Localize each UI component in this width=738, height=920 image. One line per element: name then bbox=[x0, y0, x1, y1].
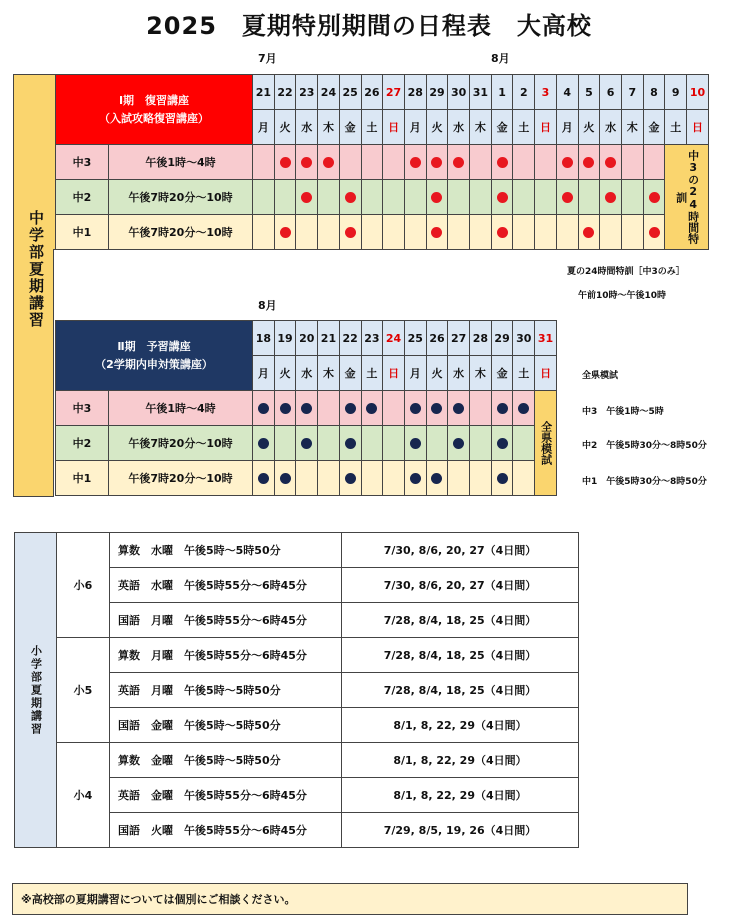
p2-session-dot bbox=[410, 438, 421, 449]
es-grade: 小4 bbox=[57, 743, 110, 848]
p1-date-8: 8 bbox=[643, 75, 665, 110]
p2-weekday-22: 金 bbox=[339, 356, 361, 391]
p2-weekday-18: 月 bbox=[253, 356, 275, 391]
p2-weekday-20: 水 bbox=[296, 356, 318, 391]
p2-cell bbox=[404, 426, 426, 461]
p2-cell bbox=[470, 426, 492, 461]
p2-cell bbox=[318, 426, 340, 461]
p1-cell bbox=[253, 180, 275, 215]
es-subject: 算数 水曜 午後5時～5時50分 bbox=[110, 533, 342, 568]
p1-session-dot bbox=[301, 157, 312, 168]
p2-class-row bbox=[56, 391, 557, 426]
p2-cell bbox=[491, 426, 513, 461]
p1-session-dot bbox=[583, 227, 594, 238]
p1-date-23: 23 bbox=[296, 75, 318, 110]
p1-session-dot bbox=[345, 192, 356, 203]
p2-session-dot bbox=[497, 403, 508, 414]
p2-date-31: 31 bbox=[535, 321, 557, 356]
p2-cell bbox=[448, 426, 470, 461]
p1-weekday-9: 土 bbox=[665, 110, 687, 145]
p2-cell bbox=[318, 461, 340, 496]
p1-session-dot bbox=[301, 192, 312, 203]
p1-session-dot bbox=[410, 157, 421, 168]
special-training-label: 中3の24時間特訓 bbox=[674, 150, 700, 244]
es-side-text bbox=[28, 645, 44, 736]
p2-date-26: 26 bbox=[426, 321, 448, 356]
p1-cell bbox=[535, 180, 557, 215]
p1-cell bbox=[404, 180, 426, 215]
p1-cell bbox=[600, 215, 622, 250]
p1-cell bbox=[274, 180, 296, 215]
es-row bbox=[15, 533, 579, 568]
p2-session-dot bbox=[301, 438, 312, 449]
p2-cell bbox=[361, 391, 383, 426]
p1-cell bbox=[318, 180, 340, 215]
p1-cell bbox=[578, 145, 600, 180]
p1-session-dot bbox=[605, 192, 616, 203]
p1-cell bbox=[491, 180, 513, 215]
p1-date-7: 7 bbox=[621, 75, 643, 110]
p1-cell bbox=[470, 180, 492, 215]
p2-cell bbox=[274, 461, 296, 496]
p1-grade: 中3 bbox=[56, 145, 109, 180]
p1-cell bbox=[296, 215, 318, 250]
p1-date-21: 21 bbox=[253, 75, 275, 110]
p1-date-1: 1 bbox=[491, 75, 513, 110]
ms-side-label-2: 夏期講習 bbox=[27, 261, 45, 329]
p2-date-27: 27 bbox=[448, 321, 470, 356]
es-dates: 8/1, 8, 22, 29（4日間） bbox=[342, 743, 579, 778]
p2-class-row bbox=[56, 426, 557, 461]
p1-date-2: 2 bbox=[513, 75, 535, 110]
p2-weekday-27: 水 bbox=[448, 356, 470, 391]
es-subject: 国語 月曜 午後5時55分～6時45分 bbox=[110, 603, 342, 638]
p1-weekday-5: 火 bbox=[578, 110, 600, 145]
p1-cell bbox=[274, 145, 296, 180]
p1-session-dot bbox=[605, 157, 616, 168]
p1-session-dot bbox=[453, 157, 464, 168]
es-dates: 8/1, 8, 22, 29（4日間） bbox=[342, 708, 579, 743]
p1-cell bbox=[643, 215, 665, 250]
month-label-august: 8月 bbox=[491, 52, 510, 65]
p2-session-dot bbox=[366, 403, 377, 414]
p1-session-dot bbox=[345, 227, 356, 238]
p2-cell bbox=[339, 391, 361, 426]
p1-cell bbox=[426, 215, 448, 250]
es-dates: 7/29, 8/5, 19, 26（4日間） bbox=[342, 813, 579, 848]
p1-header-line2: （入試攻略復習講座） bbox=[99, 111, 209, 125]
p1-cell bbox=[643, 180, 665, 215]
p1-cell bbox=[383, 215, 405, 250]
p1-cell bbox=[361, 180, 383, 215]
p1-weekday-24: 木 bbox=[318, 110, 340, 145]
p2-cell bbox=[296, 461, 318, 496]
p1-session-dot bbox=[583, 157, 594, 168]
p2-header bbox=[56, 321, 253, 391]
p2-grade: 中3 bbox=[56, 391, 109, 426]
p1-cell bbox=[600, 180, 622, 215]
p2-cell bbox=[253, 391, 275, 426]
p1-weekday-4: 月 bbox=[556, 110, 578, 145]
es-row bbox=[15, 743, 579, 778]
p1-session-dot bbox=[497, 227, 508, 238]
es-subject: 英語 金曜 午後5時55分～6時45分 bbox=[110, 778, 342, 813]
p1-weekday-30: 水 bbox=[448, 110, 470, 145]
p1-cell bbox=[274, 215, 296, 250]
p2-cell bbox=[296, 426, 318, 461]
p2-session-dot bbox=[345, 403, 356, 414]
p2-cell bbox=[383, 461, 405, 496]
p1-cell bbox=[491, 145, 513, 180]
p2-cell bbox=[404, 461, 426, 496]
es-dates: 7/30, 8/6, 20, 27（4日間） bbox=[342, 533, 579, 568]
es-subject: 国語 火曜 午後5時55分～6時45分 bbox=[110, 813, 342, 848]
p2-date-20: 20 bbox=[296, 321, 318, 356]
p1-date-29: 29 bbox=[426, 75, 448, 110]
p1-session-dot bbox=[431, 227, 442, 238]
p1-cell bbox=[470, 145, 492, 180]
p1-date-3: 3 bbox=[535, 75, 557, 110]
p2-date-24: 24 bbox=[383, 321, 405, 356]
p1-session-dot bbox=[497, 157, 508, 168]
mock-info-ms1: 中1 午後5時30分～8時50分 bbox=[582, 477, 707, 487]
p1-cell bbox=[383, 145, 405, 180]
p1-cell bbox=[535, 145, 557, 180]
es-subject: 英語 月曜 午後5時～5時50分 bbox=[110, 673, 342, 708]
p1-session-dot bbox=[280, 227, 291, 238]
p2-session-dot bbox=[258, 438, 269, 449]
p1-cell bbox=[296, 180, 318, 215]
p2-session-dot bbox=[280, 403, 291, 414]
p2-cell bbox=[318, 391, 340, 426]
p1-class-row bbox=[14, 180, 709, 215]
p2-cell bbox=[339, 426, 361, 461]
p2-cell bbox=[404, 391, 426, 426]
es-dates: 7/28, 8/4, 18, 25（4日間） bbox=[342, 603, 579, 638]
p2-cell bbox=[470, 391, 492, 426]
p1-class-row bbox=[14, 145, 709, 180]
p1-cell bbox=[253, 215, 275, 250]
p1-grade: 中1 bbox=[56, 215, 109, 250]
p1-weekday-10: 日 bbox=[687, 110, 709, 145]
p2-header-line1: Ⅱ期 予習講座 bbox=[117, 339, 191, 353]
p2-cell bbox=[491, 391, 513, 426]
p1-date-27: 27 bbox=[383, 75, 405, 110]
p2-weekday-28: 木 bbox=[470, 356, 492, 391]
p2-cell bbox=[448, 391, 470, 426]
p1-session-dot bbox=[497, 192, 508, 203]
p2-date-19: 19 bbox=[274, 321, 296, 356]
p1-session-dot bbox=[562, 157, 573, 168]
p1-date-22: 22 bbox=[274, 75, 296, 110]
special-training-time: 午前10時～午後10時 bbox=[578, 291, 667, 301]
p1-cell bbox=[339, 215, 361, 250]
p1-date-24: 24 bbox=[318, 75, 340, 110]
es-dates: 7/30, 8/6, 20, 27（4日間） bbox=[342, 568, 579, 603]
p1-cell bbox=[556, 180, 578, 215]
p1-cell bbox=[383, 180, 405, 215]
p2-weekday-29: 金 bbox=[491, 356, 513, 391]
special-training-cell bbox=[665, 145, 709, 250]
p2-date-23: 23 bbox=[361, 321, 383, 356]
p2-date-30: 30 bbox=[513, 321, 535, 356]
p2-cell bbox=[491, 461, 513, 496]
p2-time: 午後7時20分～10時 bbox=[109, 461, 253, 496]
elementary-schedule-table bbox=[14, 532, 579, 848]
p1-weekday-3: 日 bbox=[535, 110, 557, 145]
p1-cell bbox=[253, 145, 275, 180]
period1-schedule-table bbox=[13, 74, 709, 250]
p2-weekday-25: 月 bbox=[404, 356, 426, 391]
p2-grade: 中2 bbox=[56, 426, 109, 461]
p2-weekday-24: 日 bbox=[383, 356, 405, 391]
p2-session-dot bbox=[345, 438, 356, 449]
p1-date-31: 31 bbox=[470, 75, 492, 110]
p1-cell bbox=[448, 145, 470, 180]
p1-weekday-1: 金 bbox=[491, 110, 513, 145]
p2-cell bbox=[339, 461, 361, 496]
p2-grade: 中1 bbox=[56, 461, 109, 496]
p2-weekday-31: 日 bbox=[535, 356, 557, 391]
p2-cell bbox=[274, 391, 296, 426]
p1-header-line1: Ⅰ期 復習講座 bbox=[118, 93, 190, 107]
p2-day-row bbox=[56, 321, 557, 356]
p1-time: 午後1時～4時 bbox=[109, 145, 253, 180]
p2-session-dot bbox=[497, 438, 508, 449]
p1-time: 午後7時20分～10時 bbox=[109, 215, 253, 250]
p2-cell bbox=[296, 391, 318, 426]
p2-session-dot bbox=[431, 403, 442, 414]
p1-date-5: 5 bbox=[578, 75, 600, 110]
special-training-note: 夏の24時間特訓［中3のみ］ bbox=[567, 267, 685, 277]
p1-session-dot bbox=[562, 192, 573, 203]
month-label-august-2: 8月 bbox=[258, 299, 277, 312]
p1-grade: 中2 bbox=[56, 180, 109, 215]
p2-class-row bbox=[56, 461, 557, 496]
p1-cell bbox=[600, 145, 622, 180]
p1-cell bbox=[339, 180, 361, 215]
p1-weekday-28: 月 bbox=[404, 110, 426, 145]
p1-cell bbox=[556, 145, 578, 180]
p2-cell bbox=[470, 461, 492, 496]
p2-date-28: 28 bbox=[470, 321, 492, 356]
p1-weekday-2: 土 bbox=[513, 110, 535, 145]
p1-cell bbox=[361, 215, 383, 250]
p1-cell bbox=[404, 215, 426, 250]
p1-date-28: 28 bbox=[404, 75, 426, 110]
p1-cell bbox=[339, 145, 361, 180]
p2-date-18: 18 bbox=[253, 321, 275, 356]
es-dates: 7/28, 8/4, 18, 25（4日間） bbox=[342, 673, 579, 708]
p1-session-dot bbox=[649, 192, 660, 203]
p2-cell bbox=[426, 426, 448, 461]
p2-date-21: 21 bbox=[318, 321, 340, 356]
es-row bbox=[15, 638, 579, 673]
p1-cell bbox=[621, 180, 643, 215]
p1-session-dot bbox=[649, 227, 660, 238]
p1-time: 午後7時20分～10時 bbox=[109, 180, 253, 215]
p2-session-dot bbox=[453, 438, 464, 449]
es-side-label-2: 夏期講習 bbox=[29, 683, 43, 736]
p1-cell bbox=[621, 215, 643, 250]
p2-cell bbox=[426, 461, 448, 496]
p1-date-30: 30 bbox=[448, 75, 470, 110]
p1-cell bbox=[513, 145, 535, 180]
p2-weekday-19: 火 bbox=[274, 356, 296, 391]
p2-time: 午後7時20分～10時 bbox=[109, 426, 253, 461]
p2-weekday-26: 火 bbox=[426, 356, 448, 391]
p1-weekday-6: 水 bbox=[600, 110, 622, 145]
p2-cell bbox=[361, 461, 383, 496]
p1-session-dot bbox=[280, 157, 291, 168]
p2-session-dot bbox=[410, 403, 421, 414]
p1-session-dot bbox=[431, 192, 442, 203]
p1-header bbox=[56, 75, 253, 145]
p2-cell bbox=[383, 426, 405, 461]
p1-weekday-22: 火 bbox=[274, 110, 296, 145]
p2-cell bbox=[448, 461, 470, 496]
p1-cell bbox=[318, 215, 340, 250]
p1-session-dot bbox=[431, 157, 442, 168]
mock-info-ms2: 中2 午後5時30分～8時50分 bbox=[582, 441, 707, 451]
p1-date-26: 26 bbox=[361, 75, 383, 110]
p2-session-dot bbox=[497, 473, 508, 484]
p1-cell bbox=[556, 215, 578, 250]
es-subject: 算数 月曜 午後5時55分～6時45分 bbox=[110, 638, 342, 673]
p1-cell bbox=[361, 145, 383, 180]
p1-weekday-27: 日 bbox=[383, 110, 405, 145]
p2-cell bbox=[253, 461, 275, 496]
p2-weekday-21: 木 bbox=[318, 356, 340, 391]
p2-cell bbox=[513, 426, 535, 461]
p1-class-row bbox=[14, 215, 709, 250]
p1-cell bbox=[578, 180, 600, 215]
p2-cell bbox=[426, 391, 448, 426]
es-side-label-1: 小学部 bbox=[29, 644, 43, 684]
p1-weekday-31: 木 bbox=[470, 110, 492, 145]
p1-weekday-23: 水 bbox=[296, 110, 318, 145]
p1-session-dot bbox=[323, 157, 334, 168]
p1-cell bbox=[578, 215, 600, 250]
es-side-label bbox=[15, 533, 57, 848]
mock-info-title: 全県模試 bbox=[582, 371, 619, 381]
p1-cell bbox=[404, 145, 426, 180]
p2-header-line2: （2学期内申対策講座） bbox=[95, 357, 213, 371]
p1-day-row bbox=[14, 75, 709, 110]
p1-cell bbox=[318, 145, 340, 180]
es-grade: 小6 bbox=[57, 533, 110, 638]
p2-session-dot bbox=[453, 403, 464, 414]
p1-date-25: 25 bbox=[339, 75, 361, 110]
p2-weekday-23: 土 bbox=[361, 356, 383, 391]
p1-cell bbox=[491, 215, 513, 250]
p1-weekday-8: 金 bbox=[643, 110, 665, 145]
es-dates: 8/1, 8, 22, 29（4日間） bbox=[342, 778, 579, 813]
es-dates: 7/28, 8/4, 18, 25（4日間） bbox=[342, 638, 579, 673]
mock-exam-cell bbox=[535, 391, 557, 496]
p2-session-dot bbox=[518, 403, 529, 414]
p2-cell bbox=[513, 391, 535, 426]
es-grade: 小5 bbox=[57, 638, 110, 743]
p2-session-dot bbox=[410, 473, 421, 484]
es-subject: 英語 水曜 午後5時55分～6時45分 bbox=[110, 568, 342, 603]
mock-info-ms3: 中3 午後1時～5時 bbox=[582, 407, 664, 417]
p1-weekday-25: 金 bbox=[339, 110, 361, 145]
p2-cell bbox=[361, 426, 383, 461]
p1-cell bbox=[513, 215, 535, 250]
p1-date-4: 4 bbox=[556, 75, 578, 110]
p2-session-dot bbox=[280, 473, 291, 484]
p2-date-29: 29 bbox=[491, 321, 513, 356]
p1-weekday-21: 月 bbox=[253, 110, 275, 145]
p2-session-dot bbox=[301, 403, 312, 414]
month-label-july: 7月 bbox=[258, 52, 277, 65]
p2-cell bbox=[383, 391, 405, 426]
ms-side-label-1: 中学部 bbox=[27, 210, 45, 261]
ms-right-border bbox=[13, 249, 557, 321]
p1-cell bbox=[296, 145, 318, 180]
p1-cell bbox=[621, 145, 643, 180]
es-subject: 国語 金曜 午後5時～5時50分 bbox=[110, 708, 342, 743]
mock-exam-label: 全県模試 bbox=[539, 421, 553, 465]
p2-cell bbox=[513, 461, 535, 496]
p1-cell bbox=[426, 145, 448, 180]
footer-note: ※高校部の夏期講習については個別にご相談ください。 bbox=[12, 883, 688, 915]
p1-date-10: 10 bbox=[687, 75, 709, 110]
p1-cell bbox=[448, 215, 470, 250]
p2-date-22: 22 bbox=[339, 321, 361, 356]
p2-cell bbox=[253, 426, 275, 461]
page-title: 2025 夏期特別期間の日程表 大高校 bbox=[146, 12, 592, 40]
p2-session-dot bbox=[258, 473, 269, 484]
p2-time: 午後1時～4時 bbox=[109, 391, 253, 426]
p1-weekday-7: 木 bbox=[621, 110, 643, 145]
p2-date-25: 25 bbox=[404, 321, 426, 356]
p1-date-6: 6 bbox=[600, 75, 622, 110]
p1-cell bbox=[426, 180, 448, 215]
p2-weekday-30: 土 bbox=[513, 356, 535, 391]
p1-cell bbox=[535, 215, 557, 250]
p1-cell bbox=[643, 145, 665, 180]
p1-cell bbox=[513, 180, 535, 215]
p1-cell bbox=[470, 215, 492, 250]
p1-weekday-29: 火 bbox=[426, 110, 448, 145]
period2-schedule-table bbox=[55, 320, 557, 496]
p2-session-dot bbox=[431, 473, 442, 484]
p2-session-dot bbox=[258, 403, 269, 414]
p1-cell bbox=[448, 180, 470, 215]
p1-date-9: 9 bbox=[665, 75, 687, 110]
p1-weekday-26: 土 bbox=[361, 110, 383, 145]
p2-cell bbox=[274, 426, 296, 461]
p2-session-dot bbox=[345, 473, 356, 484]
es-subject: 算数 金曜 午後5時～5時50分 bbox=[110, 743, 342, 778]
